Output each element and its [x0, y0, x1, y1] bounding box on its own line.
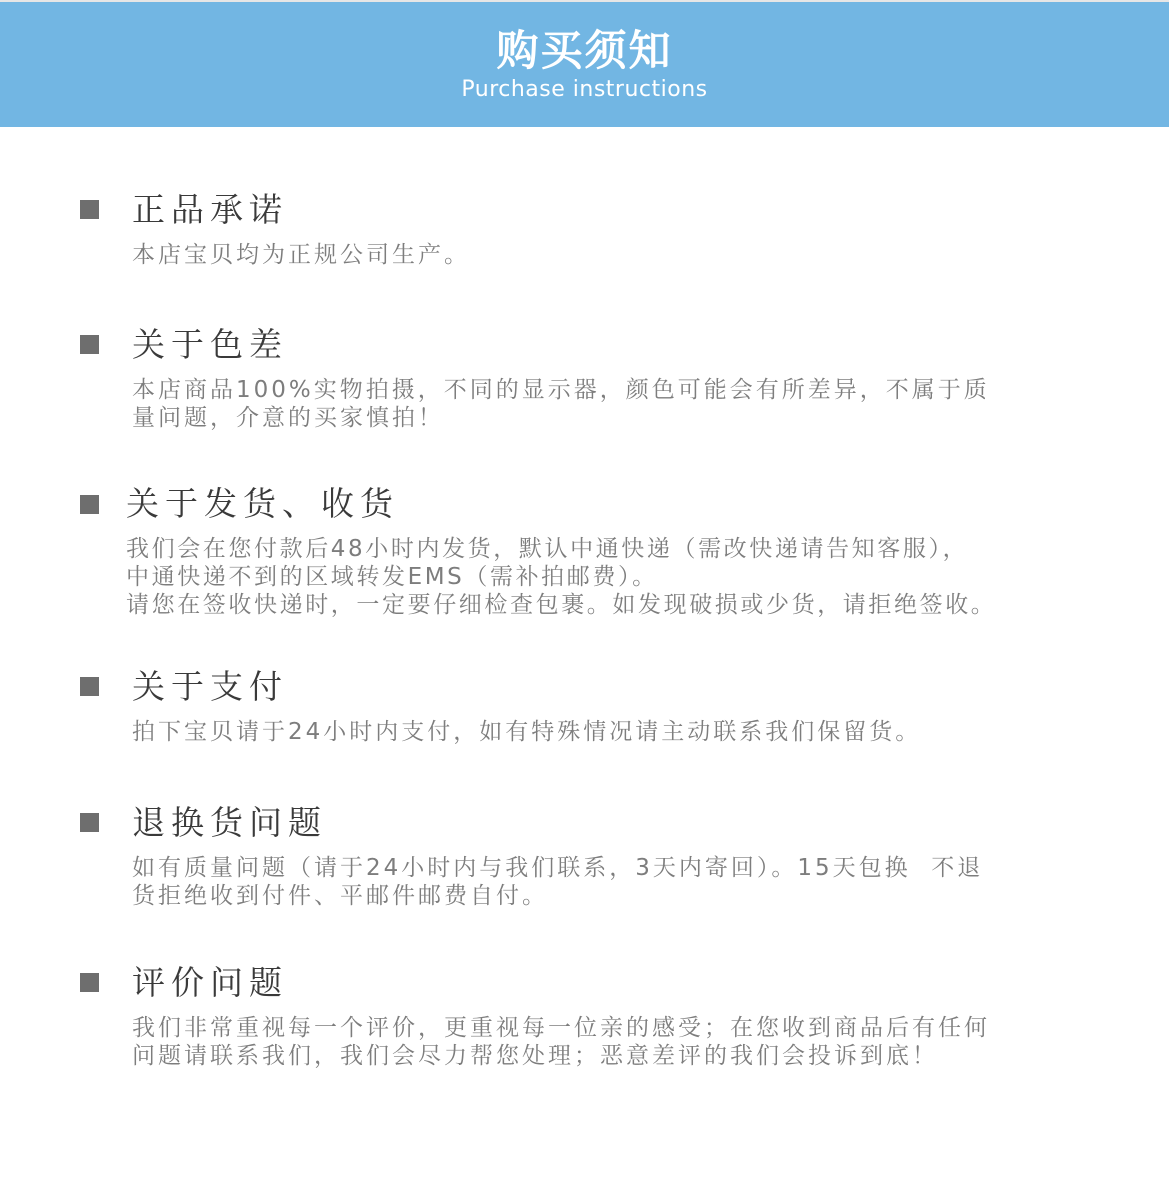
square-bullet-icon — [80, 973, 99, 992]
section-heading: 评价问题 — [132, 963, 288, 1002]
page-title: 购买须知 — [496, 26, 673, 75]
body-line: 中通快递不到的区域转发EMS（需补拍邮费）。 — [126, 564, 658, 590]
square-bullet-icon — [80, 813, 99, 832]
section-body — [132, 1014, 990, 1070]
section-heading: 关于色差 — [132, 325, 288, 364]
section-body — [132, 718, 921, 746]
square-bullet-icon — [80, 335, 99, 354]
section-body — [132, 854, 983, 910]
body-line: 请您在签收快递时，一定要仔细检查包裹。如发现破损或少货，请拒绝签收。 — [126, 592, 997, 618]
page-subtitle: Purchase instructions — [461, 77, 708, 102]
section-heading: 正品承诺 — [132, 190, 288, 229]
square-bullet-icon — [80, 677, 99, 696]
body-line: 问题请联系我们，我们会尽力帮您处理；恶意差评的我们会投诉到底！ — [132, 1043, 938, 1069]
body-line: 我们会在您付款后48小时内发货，默认中通快递（需改快递请告知客服）， — [126, 536, 969, 562]
section-body — [126, 535, 996, 619]
body-line: 本店商品100%实物拍摄，不同的显示器，颜色可能会有所差异，不属于质 — [132, 377, 990, 403]
section-heading: 退换货问题 — [132, 803, 327, 842]
square-bullet-icon — [80, 495, 99, 514]
body-line: 我们非常重视每一个评价，更重视每一位亲的感受；在您收到商品后有任何 — [132, 1015, 990, 1041]
body-line: 拍下宝贝请于24小时内支付，如有特殊情况请主动联系我们保留货。 — [132, 719, 922, 745]
section-body — [132, 376, 990, 432]
body-line: 货拒绝收到付件、平邮件邮费自付。 — [132, 883, 548, 909]
square-bullet-icon — [80, 200, 99, 219]
header-banner — [0, 2, 1169, 127]
body-line: 量问题，介意的买家慎拍！ — [132, 405, 444, 431]
body-line: 本店宝贝均为正规公司生产。 — [132, 242, 470, 268]
body-line: 如有质量问题（请于24小时内与我们联系，3天内寄回）。15天包换 不退 — [132, 855, 984, 881]
section-body — [132, 241, 470, 269]
section-heading: 关于发货、收货 — [126, 484, 399, 523]
section-heading: 关于支付 — [132, 667, 288, 706]
